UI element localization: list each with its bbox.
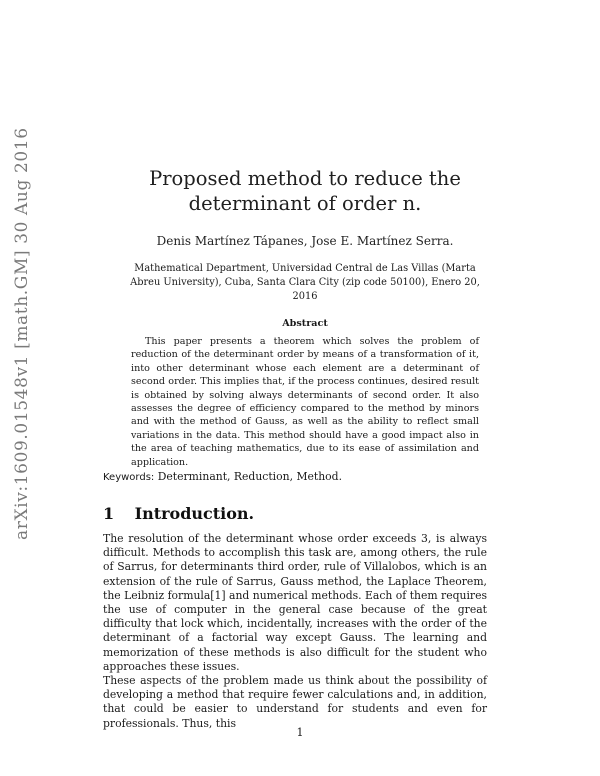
section-heading — [103, 504, 254, 523]
section-number: 1 — [103, 504, 115, 523]
abstract-heading: Abstract — [282, 318, 328, 329]
keywords-label: Keywords: — [103, 472, 155, 483]
body-paragraph: These aspects of the problem made us think about the possibility of developing a method that require fewer calculations and, in addition, that could be easier to understand for students and even for professionals. Thus, this — [103, 674, 487, 730]
author-affiliation: Mathematical Department, Universidad Central de Las Villas (Marta Abreu University), Cuba, Santa Clara City (zip code 50100), Enero 20, 2016 — [130, 263, 480, 302]
paper-authors: Denis Martínez Tápanes, Jose E. Martínez Serra. — [156, 234, 454, 248]
arxiv-identifier-stamp: arXiv:1609.01548v1 [math.GM] 30 Aug 2016 — [12, 127, 32, 540]
abstract-text: This paper presents a theorem which solves the problem of reduction of the determinant order by means of a transformation of it, into other determinant whose each element are a determinant of second order. This implies that, if the process continues, desired result is obtained by solving always determinants of second order. It also assesses the degree of efficiency compared to the method by minors and with the method of Gauss, as well as the ability to reflect small variations in the data. This method should have a good impact also in the area of teaching mathematics, due to its ease of assimilation and application. — [131, 336, 479, 468]
paper-title: Proposed method to reduce the determinant of order n. — [149, 167, 461, 215]
keywords-line — [103, 470, 342, 483]
section-title: Introduction. — [134, 504, 255, 523]
body-paragraph: The resolution of the determinant whose order exceeds 3, is always difficult. Methods to accomplish this task are, among others, the rule of Sarrus, for determinants third order, rule of Villalobos, which is an extension of the rule of Sarrus, Gauss method, the Laplace Theorem, the Leibniz formula[1] and numerical methods. Each of them requires the use of computer in the general case because of the great difficulty that lock which, incidentally, increases with the order of the determinant of a factorial way except Gauss. The learning and memorization of these methods is also difficult for the student who approaches these issues. — [103, 532, 488, 673]
keywords-value: Determinant, Reduction, Method. — [157, 470, 343, 483]
page-number: 1 — [296, 726, 304, 739]
introduction-body — [103, 532, 487, 731]
